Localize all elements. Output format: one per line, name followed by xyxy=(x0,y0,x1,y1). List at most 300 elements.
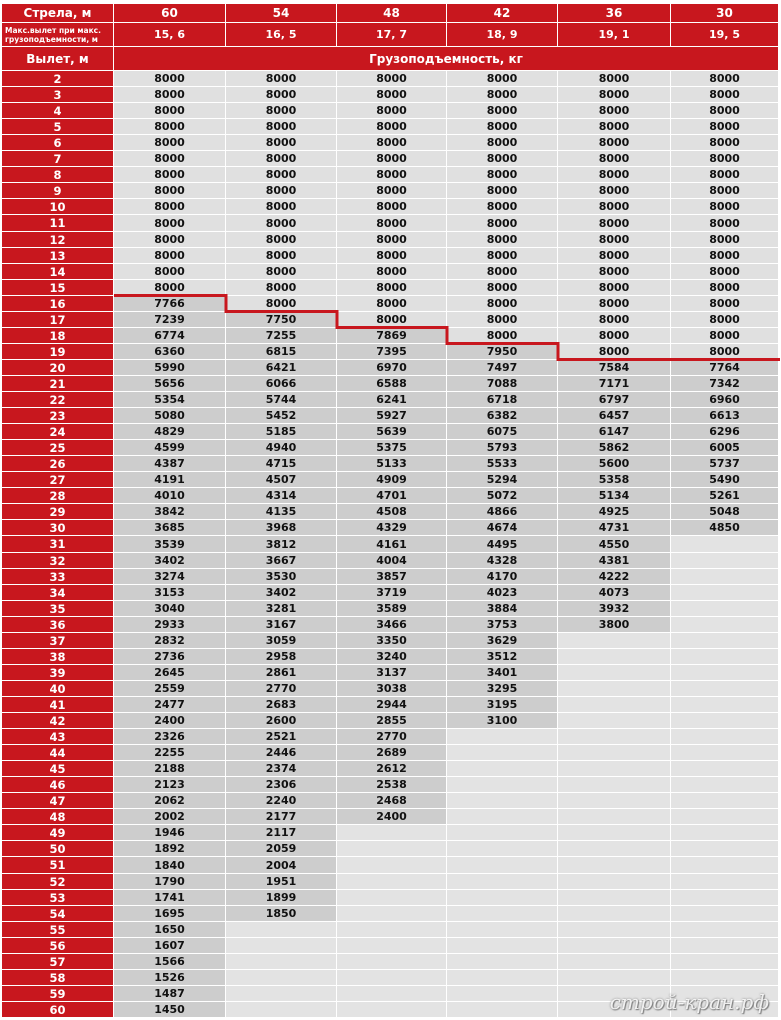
capacity-value: 6066 xyxy=(226,376,336,391)
capacity-value: 4850 xyxy=(671,520,778,535)
radius-value: 11 xyxy=(2,215,113,231)
capacity-value: 8000 xyxy=(671,167,778,182)
boom-length-48: 48 xyxy=(337,4,446,22)
capacity-value: 7764 xyxy=(671,360,778,375)
capacity-value: 1840 xyxy=(114,857,225,873)
capacity-value: 4674 xyxy=(447,520,557,535)
capacity-value: 8000 xyxy=(226,183,336,198)
radius-value: 4 xyxy=(2,103,113,118)
radius-value: 22 xyxy=(2,392,113,407)
empty-cell xyxy=(337,890,446,905)
empty-cell xyxy=(447,954,557,969)
capacity-value: 4829 xyxy=(114,424,225,439)
capacity-value: 8000 xyxy=(447,151,557,166)
capacity-value: 3240 xyxy=(337,649,446,664)
capacity-value: 8000 xyxy=(337,312,446,327)
capacity-value: 8000 xyxy=(558,264,670,279)
capacity-value: 8000 xyxy=(671,87,778,102)
radius-value: 12 xyxy=(2,232,113,247)
capacity-value: 4023 xyxy=(447,585,557,600)
radius-value: 21 xyxy=(2,376,113,391)
capacity-value: 2600 xyxy=(226,713,336,728)
radius-value: 43 xyxy=(2,729,113,744)
empty-cell xyxy=(447,938,557,953)
capacity-value: 8000 xyxy=(114,232,225,247)
capacity-value: 8000 xyxy=(337,103,446,118)
capacity-value: 2770 xyxy=(226,681,336,696)
capacity-value: 7239 xyxy=(114,312,225,327)
capacity-label: Грузоподъемность, кг xyxy=(114,47,778,70)
radius-value: 9 xyxy=(2,183,113,198)
capacity-value: 3932 xyxy=(558,601,670,616)
capacity-value: 8000 xyxy=(226,135,336,150)
capacity-value: 6075 xyxy=(447,424,557,439)
capacity-value: 8000 xyxy=(558,119,670,134)
capacity-value: 5354 xyxy=(114,392,225,407)
capacity-value: 8000 xyxy=(447,183,557,198)
radius-value: 23 xyxy=(2,408,113,423)
capacity-value: 3812 xyxy=(226,536,336,552)
capacity-value: 3274 xyxy=(114,569,225,584)
capacity-value: 6296 xyxy=(671,424,778,439)
empty-cell xyxy=(558,825,670,840)
capacity-value: 3137 xyxy=(337,665,446,680)
capacity-value: 8000 xyxy=(671,183,778,198)
capacity-value: 8000 xyxy=(114,151,225,166)
capacity-value: 1790 xyxy=(114,874,225,889)
radius-value: 29 xyxy=(2,504,113,519)
capacity-value: 6421 xyxy=(226,360,336,375)
empty-cell xyxy=(226,970,336,985)
capacity-value: 8000 xyxy=(337,264,446,279)
capacity-value: 5261 xyxy=(671,488,778,503)
capacity-value: 8000 xyxy=(226,71,336,86)
empty-cell xyxy=(671,729,778,744)
capacity-value: 8000 xyxy=(337,232,446,247)
capacity-value: 5072 xyxy=(447,488,557,503)
capacity-value: 2559 xyxy=(114,681,225,696)
capacity-value: 6241 xyxy=(337,392,446,407)
capacity-value: 2958 xyxy=(226,649,336,664)
empty-cell xyxy=(671,681,778,696)
capacity-value: 3857 xyxy=(337,569,446,584)
radius-value: 36 xyxy=(2,617,113,632)
capacity-value: 8000 xyxy=(558,167,670,182)
empty-cell xyxy=(226,922,336,937)
radius-value: 48 xyxy=(2,809,113,824)
radius-value: 51 xyxy=(2,857,113,873)
capacity-value: 8000 xyxy=(671,312,778,327)
radius-value: 32 xyxy=(2,553,113,568)
empty-cell xyxy=(447,761,557,776)
capacity-value: 8000 xyxy=(558,328,670,343)
empty-cell xyxy=(671,809,778,824)
capacity-value: 6613 xyxy=(671,408,778,423)
capacity-value: 8000 xyxy=(671,215,778,231)
radius-value: 27 xyxy=(2,472,113,487)
radius-value: 5 xyxy=(2,119,113,134)
capacity-value: 3402 xyxy=(114,553,225,568)
capacity-value: 8000 xyxy=(671,328,778,343)
capacity-value: 8000 xyxy=(447,71,557,86)
capacity-value: 2326 xyxy=(114,729,225,744)
capacity-value: 8000 xyxy=(226,103,336,118)
radius-value: 41 xyxy=(2,697,113,712)
capacity-value: 2002 xyxy=(114,809,225,824)
capacity-value: 4161 xyxy=(337,536,446,552)
capacity-value: 2645 xyxy=(114,665,225,680)
capacity-value: 3295 xyxy=(447,681,557,696)
capacity-value: 8000 xyxy=(337,248,446,263)
radius-value: 24 xyxy=(2,424,113,439)
capacity-value: 4387 xyxy=(114,456,225,471)
capacity-value: 4328 xyxy=(447,553,557,568)
capacity-value: 7950 xyxy=(447,344,557,359)
radius-value: 44 xyxy=(2,745,113,760)
radius-value: 13 xyxy=(2,248,113,263)
empty-cell xyxy=(671,633,778,648)
empty-cell xyxy=(558,793,670,808)
radius-value: 31 xyxy=(2,536,113,552)
capacity-value: 8000 xyxy=(671,103,778,118)
empty-cell xyxy=(671,697,778,712)
empty-cell xyxy=(447,809,557,824)
capacity-value: 5133 xyxy=(337,456,446,471)
capacity-value: 8000 xyxy=(226,215,336,231)
empty-cell xyxy=(671,906,778,921)
capacity-value: 1892 xyxy=(114,841,225,856)
capacity-value: 8000 xyxy=(447,87,557,102)
empty-cell xyxy=(558,665,670,680)
capacity-value: 3530 xyxy=(226,569,336,584)
empty-cell xyxy=(671,649,778,664)
capacity-value: 6960 xyxy=(671,392,778,407)
capacity-value: 4073 xyxy=(558,585,670,600)
capacity-value: 4004 xyxy=(337,553,446,568)
empty-cell xyxy=(337,938,446,953)
capacity-value: 6774 xyxy=(114,328,225,343)
max-reach-label: Макс.вылет при макс. грузоподъемности, м xyxy=(2,23,113,46)
empty-cell xyxy=(558,954,670,969)
capacity-value: 8000 xyxy=(447,248,557,263)
capacity-value: 5080 xyxy=(114,408,225,423)
capacity-value: 5639 xyxy=(337,424,446,439)
capacity-value: 8000 xyxy=(671,248,778,263)
radius-value: 20 xyxy=(2,360,113,375)
capacity-value: 8000 xyxy=(558,183,670,198)
capacity-value: 2255 xyxy=(114,745,225,760)
radius-value: 37 xyxy=(2,633,113,648)
empty-cell xyxy=(558,841,670,856)
capacity-value: 8000 xyxy=(447,215,557,231)
capacity-value: 6147 xyxy=(558,424,670,439)
capacity-value: 4222 xyxy=(558,569,670,584)
radius-value: 10 xyxy=(2,199,113,214)
capacity-value: 2188 xyxy=(114,761,225,776)
capacity-value: 8000 xyxy=(447,103,557,118)
capacity-value: 8000 xyxy=(226,264,336,279)
capacity-value: 5134 xyxy=(558,488,670,503)
empty-cell xyxy=(558,922,670,937)
capacity-value: 8000 xyxy=(114,103,225,118)
capacity-value: 8000 xyxy=(226,232,336,247)
radius-value: 50 xyxy=(2,841,113,856)
capacity-value: 2477 xyxy=(114,697,225,712)
capacity-value: 8000 xyxy=(114,248,225,263)
capacity-value: 8000 xyxy=(447,167,557,182)
capacity-value: 8000 xyxy=(447,312,557,327)
capacity-value: 3753 xyxy=(447,617,557,632)
capacity-value: 7342 xyxy=(671,376,778,391)
capacity-value: 4381 xyxy=(558,553,670,568)
capacity-value: 7395 xyxy=(337,344,446,359)
capacity-value: 3466 xyxy=(337,617,446,632)
empty-cell xyxy=(337,970,446,985)
capacity-value: 2446 xyxy=(226,745,336,760)
capacity-value: 2004 xyxy=(226,857,336,873)
capacity-value: 5185 xyxy=(226,424,336,439)
capacity-value: 4550 xyxy=(558,536,670,552)
capacity-value: 8000 xyxy=(558,344,670,359)
radius-value: 58 xyxy=(2,970,113,985)
capacity-value: 8000 xyxy=(671,135,778,150)
radius-value: 39 xyxy=(2,665,113,680)
radius-value: 14 xyxy=(2,264,113,279)
empty-cell xyxy=(447,1002,557,1017)
capacity-value: 8000 xyxy=(558,103,670,118)
capacity-value: 6382 xyxy=(447,408,557,423)
empty-cell xyxy=(337,986,446,1001)
radius-value: 52 xyxy=(2,874,113,889)
capacity-value: 8000 xyxy=(671,296,778,311)
capacity-value: 8000 xyxy=(671,344,778,359)
radius-value: 18 xyxy=(2,328,113,343)
empty-cell xyxy=(558,729,670,744)
capacity-value: 4495 xyxy=(447,536,557,552)
capacity-value: 6815 xyxy=(226,344,336,359)
capacity-value: 2832 xyxy=(114,633,225,648)
radius-value: 40 xyxy=(2,681,113,696)
empty-cell xyxy=(671,954,778,969)
capacity-value: 7766 xyxy=(114,296,225,311)
empty-cell xyxy=(671,553,778,568)
capacity-value: 1951 xyxy=(226,874,336,889)
capacity-value: 6360 xyxy=(114,344,225,359)
capacity-value: 8000 xyxy=(226,119,336,134)
capacity-value: 2117 xyxy=(226,825,336,840)
max-reach-value: 16, 5 xyxy=(226,23,336,46)
radius-value: 3 xyxy=(2,87,113,102)
empty-cell xyxy=(671,922,778,937)
capacity-value: 8000 xyxy=(671,280,778,295)
capacity-value: 4329 xyxy=(337,520,446,535)
empty-cell xyxy=(558,761,670,776)
capacity-value: 8000 xyxy=(558,232,670,247)
capacity-value: 2683 xyxy=(226,697,336,712)
boom-length-36: 36 xyxy=(558,4,670,22)
capacity-value: 8000 xyxy=(114,167,225,182)
empty-cell xyxy=(337,954,446,969)
max-reach-value: 18, 9 xyxy=(447,23,557,46)
capacity-value: 4010 xyxy=(114,488,225,503)
capacity-value: 2400 xyxy=(114,713,225,728)
capacity-value: 3040 xyxy=(114,601,225,616)
empty-cell xyxy=(447,970,557,985)
capacity-value: 3167 xyxy=(226,617,336,632)
capacity-value: 8000 xyxy=(226,151,336,166)
capacity-value: 1946 xyxy=(114,825,225,840)
empty-cell xyxy=(226,954,336,969)
capacity-value: 3281 xyxy=(226,601,336,616)
capacity-value: 8000 xyxy=(337,280,446,295)
capacity-value: 2612 xyxy=(337,761,446,776)
max-reach-value: 15, 6 xyxy=(114,23,225,46)
boom-length-30: 30 xyxy=(671,4,778,22)
capacity-value: 1899 xyxy=(226,890,336,905)
capacity-value: 4170 xyxy=(447,569,557,584)
empty-cell xyxy=(447,874,557,889)
capacity-value: 2177 xyxy=(226,809,336,824)
empty-cell xyxy=(447,922,557,937)
empty-cell xyxy=(558,713,670,728)
capacity-value: 8000 xyxy=(447,264,557,279)
capacity-value: 8000 xyxy=(337,167,446,182)
empty-cell xyxy=(671,585,778,600)
capacity-value: 2400 xyxy=(337,809,446,824)
capacity-value: 5793 xyxy=(447,440,557,455)
capacity-value: 1487 xyxy=(114,986,225,1001)
empty-cell xyxy=(558,681,670,696)
radius-value: 30 xyxy=(2,520,113,535)
capacity-value: 7255 xyxy=(226,328,336,343)
max-reach-value: 19, 5 xyxy=(671,23,778,46)
capacity-value: 8000 xyxy=(337,296,446,311)
capacity-value: 5375 xyxy=(337,440,446,455)
capacity-value: 8000 xyxy=(114,183,225,198)
capacity-value: 4731 xyxy=(558,520,670,535)
capacity-value: 7584 xyxy=(558,360,670,375)
capacity-value: 3350 xyxy=(337,633,446,648)
capacity-value: 5744 xyxy=(226,392,336,407)
capacity-value: 2468 xyxy=(337,793,446,808)
empty-cell xyxy=(671,761,778,776)
empty-cell xyxy=(671,569,778,584)
empty-cell xyxy=(447,793,557,808)
boom-length-60: 60 xyxy=(114,4,225,22)
empty-cell xyxy=(671,665,778,680)
empty-cell xyxy=(671,601,778,616)
capacity-value: 2736 xyxy=(114,649,225,664)
capacity-value: 2306 xyxy=(226,777,336,792)
capacity-value: 8000 xyxy=(671,232,778,247)
capacity-value: 5533 xyxy=(447,456,557,471)
empty-cell xyxy=(671,938,778,953)
capacity-value: 7497 xyxy=(447,360,557,375)
radius-value: 55 xyxy=(2,922,113,937)
empty-cell xyxy=(671,777,778,792)
capacity-value: 6718 xyxy=(447,392,557,407)
capacity-value: 2944 xyxy=(337,697,446,712)
capacity-value: 6457 xyxy=(558,408,670,423)
capacity-value: 8000 xyxy=(114,135,225,150)
radius-value: 59 xyxy=(2,986,113,1001)
capacity-value: 4909 xyxy=(337,472,446,487)
radius-value: 53 xyxy=(2,890,113,905)
capacity-value: 4866 xyxy=(447,504,557,519)
radius-value: 38 xyxy=(2,649,113,664)
empty-cell xyxy=(337,825,446,840)
empty-cell xyxy=(226,1002,336,1017)
capacity-value: 1566 xyxy=(114,954,225,969)
capacity-value: 6588 xyxy=(337,376,446,391)
radius-value: 33 xyxy=(2,569,113,584)
radius-value: 35 xyxy=(2,601,113,616)
capacity-value: 3512 xyxy=(447,649,557,664)
capacity-value: 4191 xyxy=(114,472,225,487)
capacity-value: 4599 xyxy=(114,440,225,455)
radius-value: 45 xyxy=(2,761,113,776)
empty-cell xyxy=(337,857,446,873)
capacity-value: 8000 xyxy=(114,215,225,231)
radius-value: 17 xyxy=(2,312,113,327)
capacity-value: 4507 xyxy=(226,472,336,487)
capacity-value: 8000 xyxy=(337,71,446,86)
capacity-value: 5737 xyxy=(671,456,778,471)
empty-cell xyxy=(226,986,336,1001)
boom-length-42: 42 xyxy=(447,4,557,22)
capacity-value: 4940 xyxy=(226,440,336,455)
capacity-value: 4701 xyxy=(337,488,446,503)
radius-value: 2 xyxy=(2,71,113,86)
capacity-value: 8000 xyxy=(447,119,557,134)
empty-cell xyxy=(447,825,557,840)
empty-cell xyxy=(226,938,336,953)
capacity-value: 3842 xyxy=(114,504,225,519)
capacity-value: 8000 xyxy=(114,87,225,102)
empty-cell xyxy=(558,649,670,664)
capacity-value: 8000 xyxy=(558,199,670,214)
capacity-value: 5358 xyxy=(558,472,670,487)
empty-cell xyxy=(558,938,670,953)
capacity-value: 3100 xyxy=(447,713,557,728)
radius-value: 54 xyxy=(2,906,113,921)
capacity-value: 7750 xyxy=(226,312,336,327)
empty-cell xyxy=(447,841,557,856)
capacity-value: 1650 xyxy=(114,922,225,937)
capacity-value: 8000 xyxy=(671,264,778,279)
capacity-value: 8000 xyxy=(114,199,225,214)
radius-value: 57 xyxy=(2,954,113,969)
capacity-value: 8000 xyxy=(447,232,557,247)
max-reach-value: 19, 1 xyxy=(558,23,670,46)
empty-cell xyxy=(337,874,446,889)
empty-cell xyxy=(671,745,778,760)
empty-cell xyxy=(671,890,778,905)
empty-cell xyxy=(671,874,778,889)
empty-cell xyxy=(558,777,670,792)
radius-value: 60 xyxy=(2,1002,113,1017)
radius-label: Вылет, м xyxy=(2,47,113,70)
empty-cell xyxy=(671,970,778,985)
capacity-value: 8000 xyxy=(337,199,446,214)
capacity-value: 8000 xyxy=(558,71,670,86)
capacity-value: 7869 xyxy=(337,328,446,343)
empty-cell xyxy=(337,906,446,921)
capacity-value: 8000 xyxy=(447,280,557,295)
empty-cell xyxy=(447,729,557,744)
capacity-value: 8000 xyxy=(226,167,336,182)
radius-value: 42 xyxy=(2,713,113,728)
